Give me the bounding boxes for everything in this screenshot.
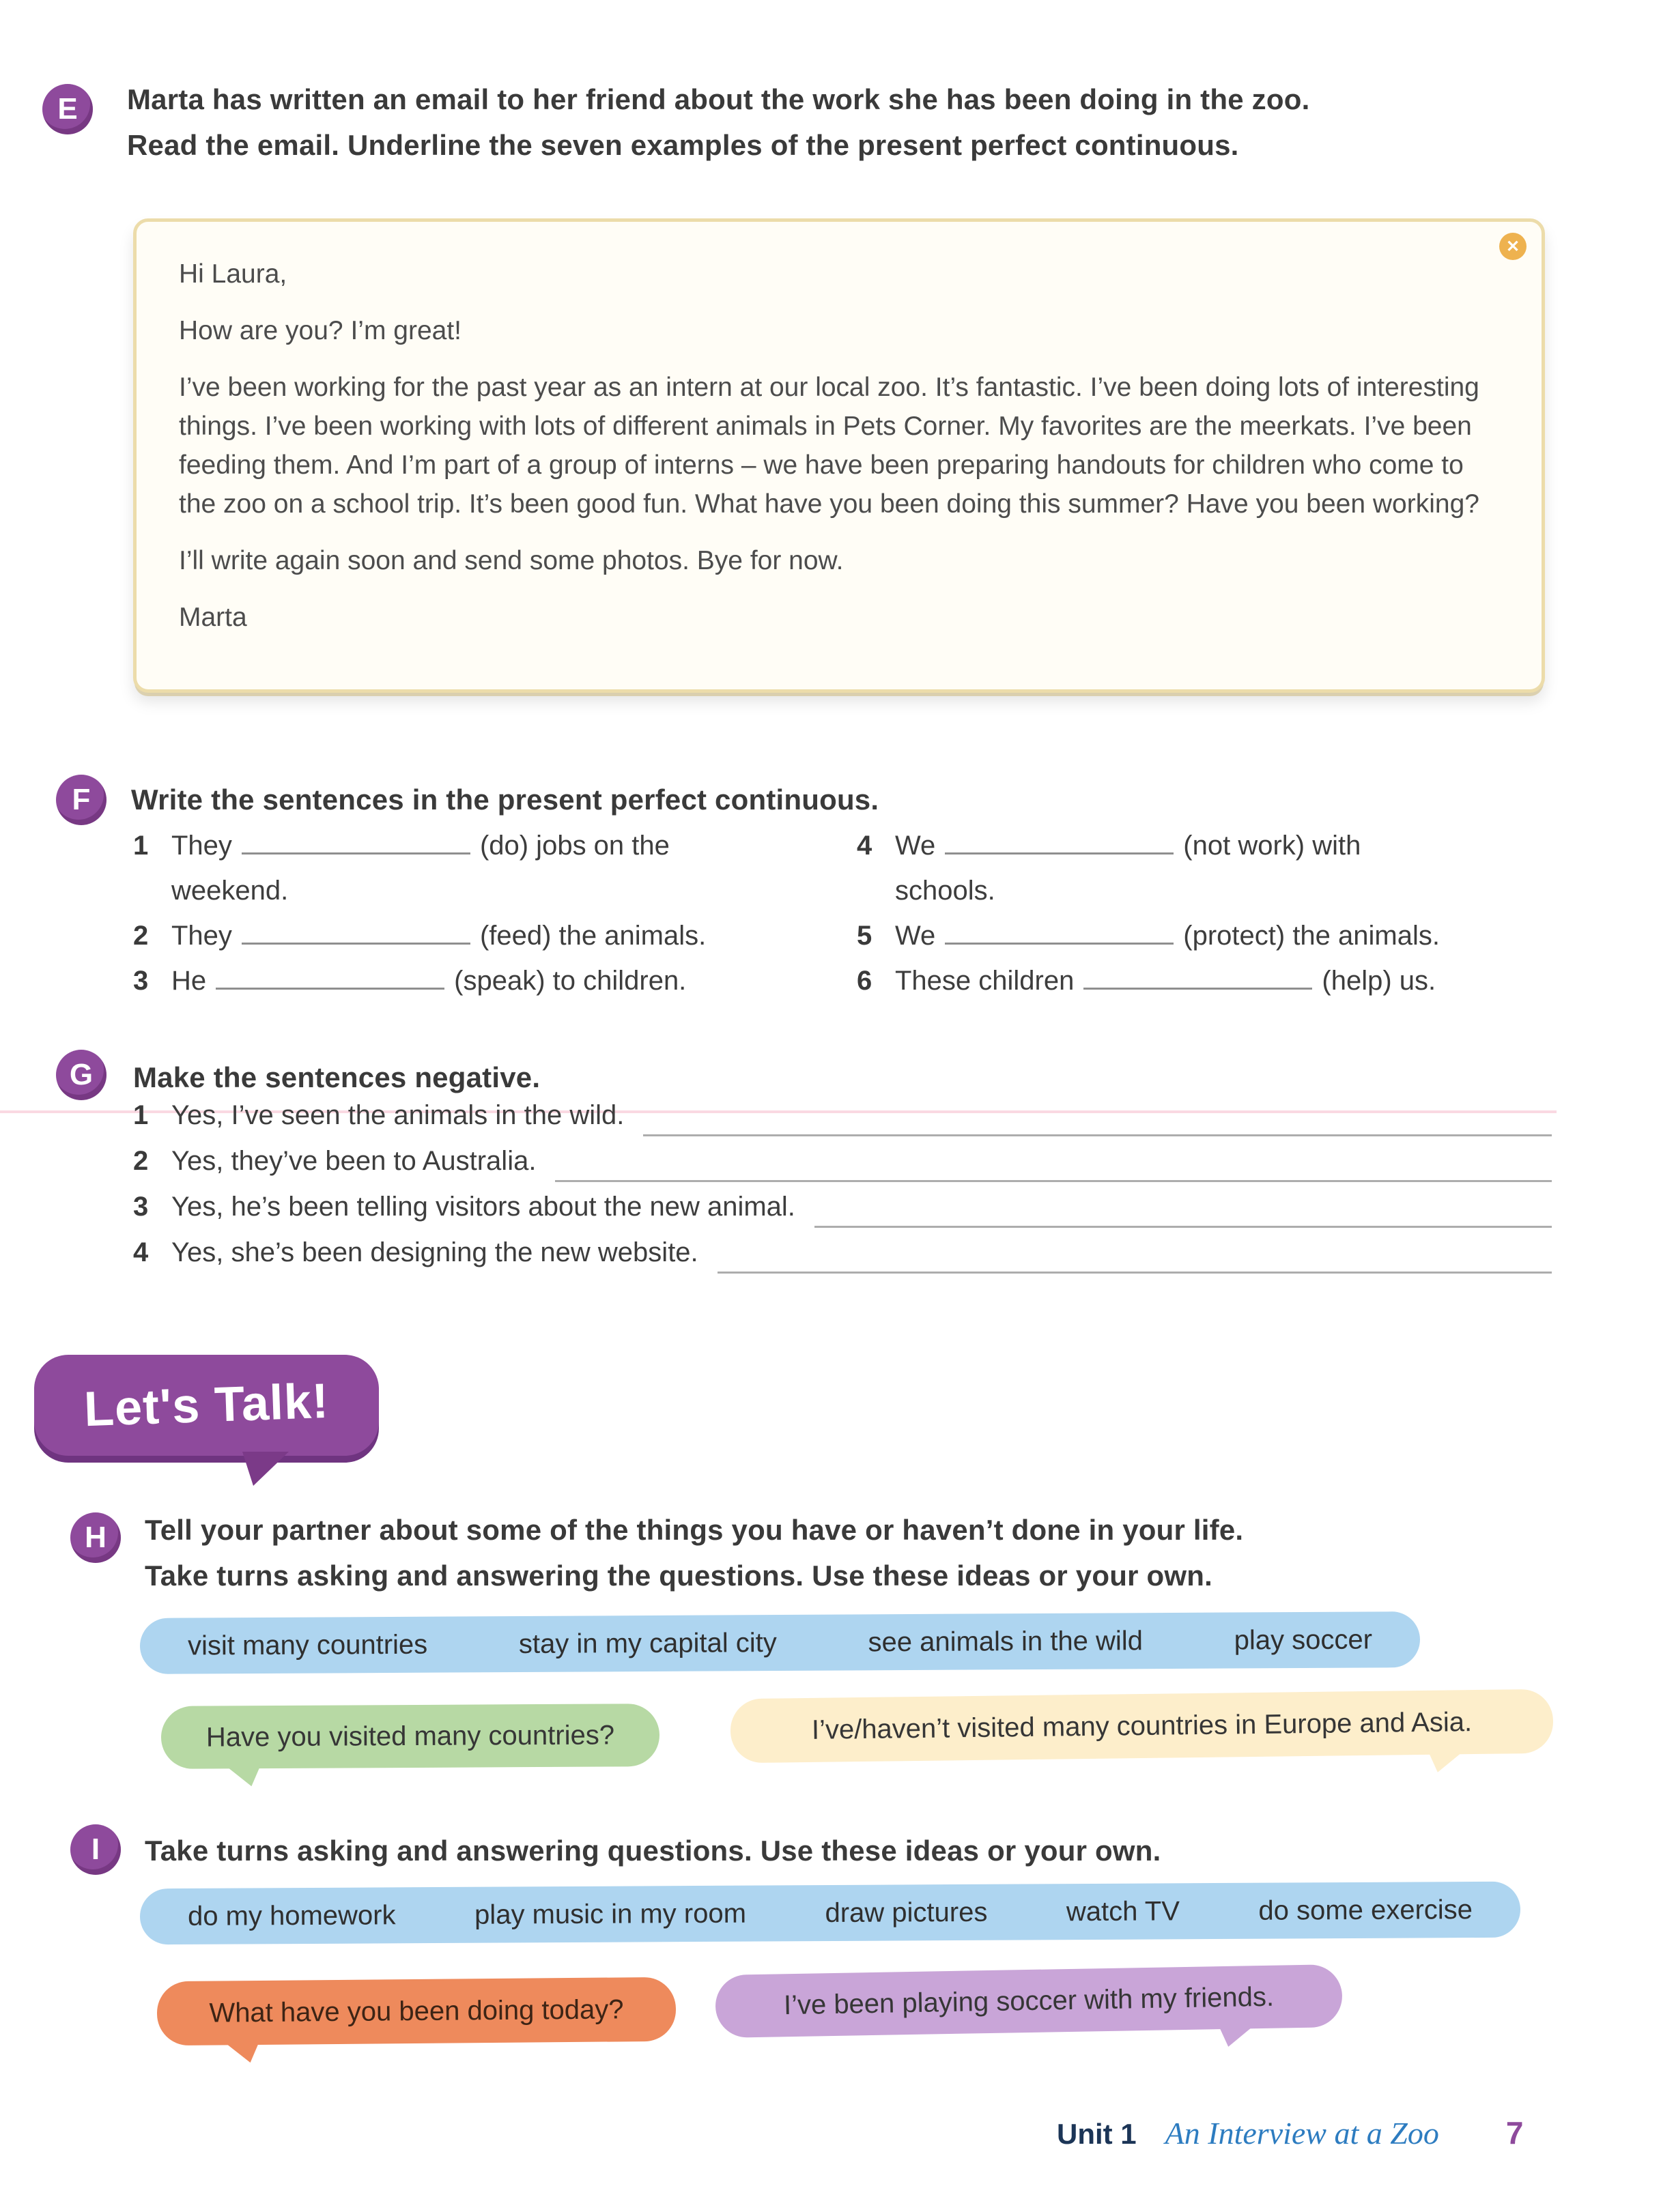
- sentence-item: [133, 1237, 1552, 1283]
- idea-item: see animals in the wild: [868, 1625, 1144, 1657]
- exercise-g-items: [133, 1100, 1552, 1283]
- sentence-body: [895, 913, 1440, 958]
- answer-line: [555, 1180, 1552, 1182]
- sentence-line: [895, 958, 1436, 1003]
- item-number: 3: [133, 1192, 149, 1222]
- email-signature: Marta: [179, 603, 247, 632]
- answer-bubble: [730, 1689, 1553, 1764]
- sentence-body: [171, 913, 706, 958]
- idea-item: do some exercise: [1258, 1894, 1473, 1926]
- email-body: I’ve been working for the past year as an intern at our local zoo. It’s fantastic. I’ve been doing lots of interesting things. I’ve been working with lots of different animals in Pets Corner. My favorites are the meerkats. I’ve been feeding them. And I’m part of a group of interns – we have been preparing handouts for children who come to the zoo on a school trip. It’s been good fun. What have you been doing this summer? Have you been working?: [179, 373, 1479, 519]
- sentence-after: (do) jobs on the: [479, 831, 670, 861]
- sentence-wrap: schools.: [895, 876, 995, 906]
- exercise-f-badge: F: [56, 775, 107, 825]
- instruction-line: Marta has written an email to her friend about the work she has been doing in the zoo.: [127, 83, 1310, 115]
- lets-talk-label: Let's Talk!: [83, 1373, 330, 1437]
- footer-unit-title: An Interview at a Zoo: [1165, 2116, 1439, 2151]
- email-greeting: Hi Laura,: [179, 259, 287, 289]
- idea-item: watch TV: [1066, 1895, 1180, 1927]
- exercise-g-badge: G: [56, 1050, 107, 1100]
- sentence-after: (protect) the animals.: [1183, 921, 1440, 951]
- page-footer: [1057, 2114, 1523, 2151]
- item-number: 4: [133, 1237, 149, 1267]
- sentence-before: They: [171, 921, 232, 951]
- exercise-e-instruction: [127, 76, 1309, 168]
- sentence-item: [857, 958, 1567, 1003]
- question-bubble: [157, 1977, 677, 2046]
- sentence-before: These children: [895, 966, 1075, 996]
- sentence-item: [857, 823, 1567, 913]
- idea-item: stay in my capital city: [518, 1627, 777, 1659]
- idea-pill-i: [140, 1882, 1520, 1945]
- answer-text: I’ve/haven’t visited many countries in Europe and Asia.: [811, 1706, 1473, 1745]
- item-number: 6: [857, 966, 872, 996]
- exercise-f-instruction: Write the sentences in the present perfect continuous.: [131, 784, 879, 816]
- sentence-text: Yes, she’s been designing the new website.: [171, 1237, 698, 1267]
- sentence-line: [171, 823, 670, 868]
- sentence-body: [171, 958, 686, 1003]
- item-number: 1: [133, 831, 149, 861]
- sentence-before: We: [895, 921, 936, 951]
- answer-text: I’ve been playing soccer with my friends.: [783, 1981, 1275, 2020]
- email-box: [133, 218, 1545, 693]
- sentence-item: [857, 913, 1567, 958]
- item-number: 2: [133, 921, 149, 951]
- exercise-h-badge: H: [70, 1512, 121, 1563]
- sentence-item: [133, 1146, 1552, 1192]
- sentence-before: He: [171, 966, 207, 996]
- answer-blank: [945, 943, 1174, 945]
- exercise-g-instruction: Make the sentences negative.: [133, 1061, 541, 1093]
- sentence-body: [895, 958, 1436, 1003]
- email-opening: How are you? I’m great!: [179, 316, 462, 345]
- idea-item: do my homework: [187, 1899, 396, 1931]
- answer-blank: [216, 988, 444, 990]
- email-closing: I’ll write again soon and send some photos. Bye for now.: [179, 546, 844, 575]
- sentence-text: Yes, they’ve been to Australia.: [171, 1146, 537, 1176]
- exercise-i-instruction: Take turns asking and answering questions. Use these ideas or your own.: [145, 1835, 1161, 1867]
- sentence-item: [133, 958, 857, 1003]
- sentence-after: (help) us.: [1322, 966, 1436, 996]
- instruction-line: Take turns asking and answering the questions. Use these ideas or your own.: [145, 1560, 1212, 1592]
- sentence-wrap: weekend.: [171, 876, 289, 906]
- instruction-line: Read the email. Underline the seven examples of the present perfect continuous.: [127, 129, 1239, 161]
- question-text: What have you been doing today?: [209, 1994, 624, 2028]
- question-text: Have you visited many countries?: [205, 1719, 615, 1753]
- instruction-line: Tell your partner about some of the things you have or haven’t done in your life.: [145, 1514, 1244, 1546]
- item-number: 2: [133, 1146, 149, 1176]
- footer-unit-label: Unit 1: [1057, 2118, 1137, 2150]
- idea-item: play music in my room: [474, 1898, 747, 1930]
- sentence-item: [133, 913, 857, 958]
- exercise-f-column-right: [857, 823, 1567, 1003]
- answer-line: [718, 1272, 1552, 1274]
- answer-line: [643, 1134, 1552, 1136]
- exercise-f-items: [133, 823, 1567, 1003]
- speech-tail-icon: [242, 1452, 289, 1486]
- sentence-before: They: [171, 831, 232, 861]
- idea-item: play soccer: [1234, 1624, 1373, 1656]
- item-number: 1: [133, 1100, 149, 1130]
- answer-blank: [945, 852, 1174, 854]
- item-number: 4: [857, 831, 872, 861]
- item-number: 3: [133, 966, 149, 996]
- sentence-text: Yes, I’ve seen the animals in the wild.: [171, 1100, 625, 1130]
- item-number: 5: [857, 921, 872, 951]
- sentence-before: We: [895, 831, 936, 861]
- sentence-body: [171, 823, 670, 913]
- idea-item: visit many countries: [187, 1629, 428, 1661]
- sentence-after: (speak) to children.: [454, 966, 687, 996]
- exercise-e-badge: E: [42, 84, 93, 134]
- answer-blank: [1083, 988, 1312, 990]
- sentence-after: (not work) with: [1183, 831, 1361, 861]
- sentence-line: [895, 913, 1440, 958]
- idea-pill-h: [140, 1611, 1420, 1674]
- sentence-line: [171, 913, 706, 958]
- sentence-line: [895, 823, 1361, 868]
- answer-bubble: [715, 1964, 1342, 2038]
- question-bubble: [161, 1704, 659, 1769]
- sentence-line: [171, 958, 686, 1003]
- answer-blank: [242, 852, 470, 854]
- exercise-f-column-left: [133, 823, 857, 1003]
- sentence-item: [133, 823, 857, 913]
- lets-talk-banner: [34, 1355, 379, 1456]
- close-icon[interactable]: ✕: [1499, 233, 1527, 260]
- idea-item: draw pictures: [825, 1897, 988, 1928]
- answer-line: [814, 1226, 1552, 1228]
- sentence-after: (feed) the animals.: [479, 921, 707, 951]
- sentence-item: [133, 1192, 1552, 1237]
- page-number: 7: [1505, 2115, 1524, 2151]
- exercise-i-badge: I: [70, 1824, 121, 1875]
- exercise-h-instruction: [145, 1507, 1243, 1598]
- sentence-body: [895, 823, 1361, 913]
- answer-blank: [242, 943, 470, 945]
- sentence-item: [133, 1100, 1552, 1146]
- sentence-text: Yes, he’s been telling visitors about the new animal.: [171, 1192, 795, 1222]
